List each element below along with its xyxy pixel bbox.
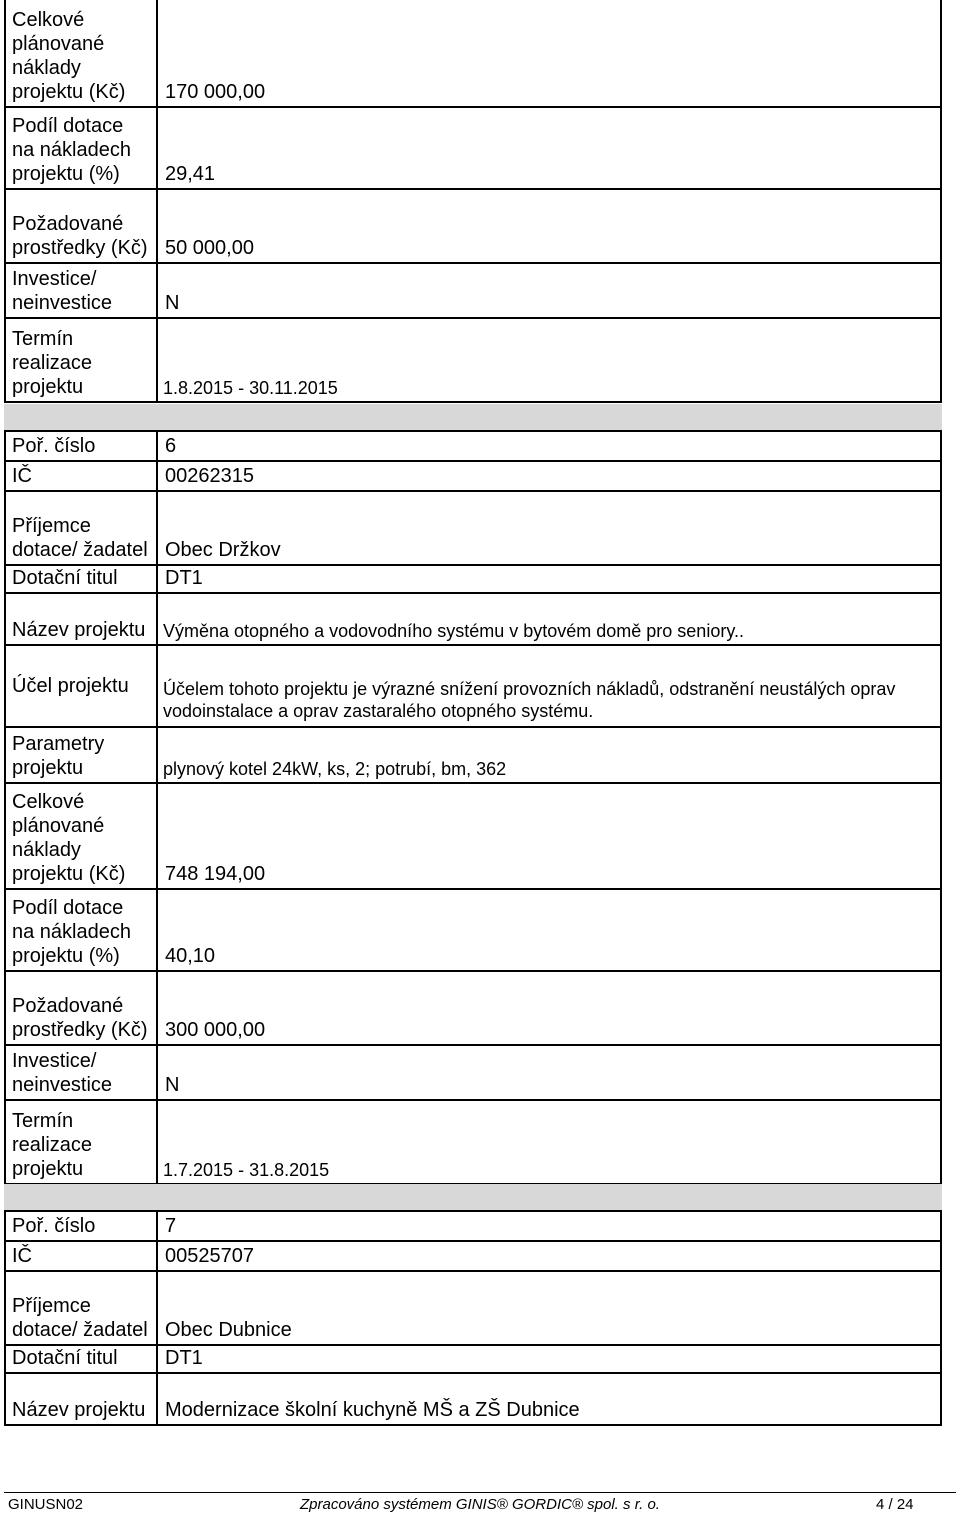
value-ic-7: 00525707: [157, 1241, 941, 1271]
value-ic: 00262315: [157, 461, 941, 491]
page-footer: [4, 1492, 956, 1513]
value-nazev: Výměna otopného a vodovodního systému v bytovém domě pro seniory..: [157, 593, 941, 645]
label-por-cislo-7: Poř. číslo: [5, 1211, 157, 1241]
label-ic: IČ: [5, 461, 157, 491]
label-prijemce-7: Příjemce dotace/ žadatel: [5, 1271, 157, 1345]
label-prijemce: Příjemce dotace/ žadatel: [5, 491, 157, 565]
label-nazev: Název projektu: [5, 593, 157, 645]
label-por-cislo: Poř. číslo: [5, 431, 157, 461]
label-podil-6: Podíl dotace na nákladech projektu (%): [5, 889, 157, 971]
value-termin-6: 1.7.2015 - 31.8.2015: [157, 1100, 941, 1184]
value-naklady: 170 000,00: [157, 0, 941, 107]
label-nazev-7: Název projektu: [5, 1373, 157, 1425]
label-pozadovane-6: Požadované prostředky (Kč): [5, 971, 157, 1045]
value-por-cislo: 6: [157, 431, 941, 461]
label-dotacni-titul-7: Dotační titul: [5, 1345, 157, 1373]
value-investice: N: [157, 263, 941, 318]
record-separator: [4, 404, 942, 430]
value-pozadovane: 50 000,00: [157, 189, 941, 263]
footer-page-number: 4 / 24: [876, 1496, 914, 1513]
record-6-table: [4, 430, 942, 1185]
value-dotacni-titul: DT1: [157, 565, 941, 593]
label-parametry: Parametry projektu: [5, 727, 157, 783]
value-podil: 29,41: [157, 107, 941, 189]
label-termin-6: Termín realizace projektu: [5, 1100, 157, 1184]
record-5-table: [4, 0, 942, 403]
value-ucel: Účelem tohoto projektu je výrazné snížení provozních nákladů, odstranění neustálých oprav vodoinstalace a oprav zastaralého otopného systému.: [157, 645, 941, 727]
label-podil: Podíl dotace na nákladech projektu (%): [5, 107, 157, 189]
label-naklady-6: Celkové plánované náklady projektu (Kč): [5, 783, 157, 889]
label-termin: Termín realizace projektu: [5, 318, 157, 402]
label-ucel: Účel projektu: [5, 645, 157, 727]
value-prijemce: Obec Držkov: [157, 491, 941, 565]
value-parametry: plynový kotel 24kW, ks, 2; potrubí, bm, 362: [157, 727, 941, 783]
record-separator: [4, 1184, 942, 1210]
value-por-cislo-7: 7: [157, 1211, 941, 1241]
record-7-table: [4, 1210, 942, 1426]
value-nazev-7: Modernizace školní kuchyně MŠ a ZŠ Dubnice: [157, 1373, 941, 1425]
footer-code: GINUSN02: [8, 1496, 84, 1513]
footer-generated: Zpracováno systémem GINIS® GORDIC® spol. s r. o.: [300, 1496, 660, 1513]
value-naklady-6: 748 194,00: [157, 783, 941, 889]
label-investice: Investice/ neinvestice: [5, 263, 157, 318]
label-investice-6: Investice/ neinvestice: [5, 1045, 157, 1100]
value-dotacni-titul-7: DT1: [157, 1345, 941, 1373]
value-prijemce-7: Obec Dubnice: [157, 1271, 941, 1345]
label-naklady: Celkové plánované náklady projektu (Kč): [5, 0, 157, 107]
label-ic-7: IČ: [5, 1241, 157, 1271]
value-podil-6: 40,10: [157, 889, 941, 971]
value-investice-6: N: [157, 1045, 941, 1100]
label-pozadovane: Požadované prostředky (Kč): [5, 189, 157, 263]
value-pozadovane-6: 300 000,00: [157, 971, 941, 1045]
label-dotacni-titul: Dotační titul: [5, 565, 157, 593]
value-termin: 1.8.2015 - 30.11.2015: [157, 318, 941, 402]
